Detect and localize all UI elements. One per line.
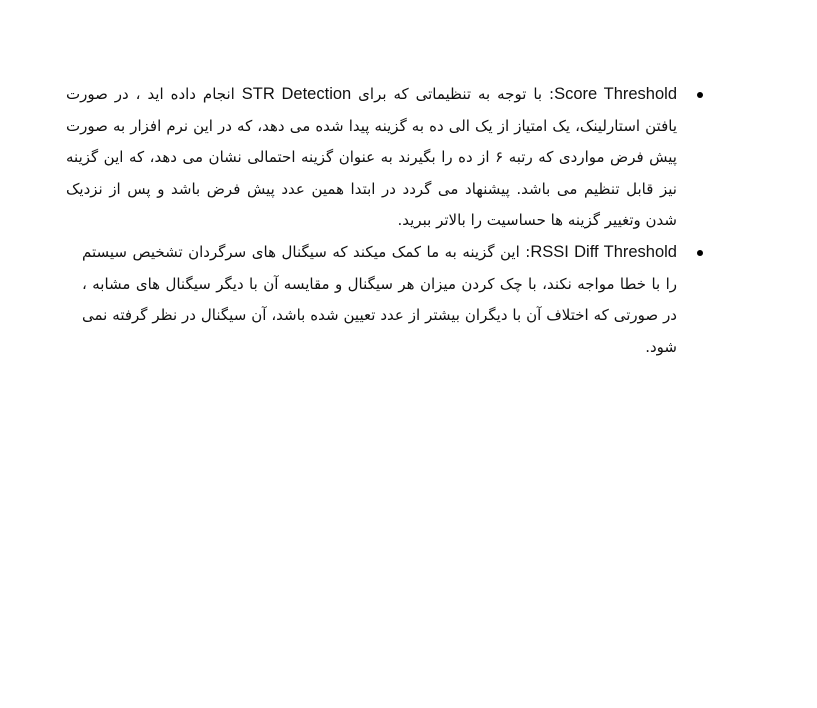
term-rssi-diff-threshold: RSSI Diff Threshold [530,242,677,261]
bullet-rssi-diff-threshold [30,237,710,363]
score-threshold-text-after: انجام داده اید ، در صورت یافتن استارلینک، یک امتیاز از یک الی ده به گزینه پیدا شده می دهد، که در این نرم افزار به صورت پیش فرض مواردی که رتبه ۶ از ده را بگیرند به عنوان گزینه احتمالی نشان می دهد، که این گزینه نیز قابل تنظیم می باشد. پیشنهاد می گردد در ابتدا همین عدد پیش فرض باشد و پس از نزدیک شدن وتغییر گزینه ها حساسیت را بالاتر ببرید. [66,85,677,230]
rssi-diff-threshold-text: : این گزینه به ما کمک میکند که سیگنال های سرگردان تشخیص سیستم را با خطا مواجه نکند، با چک کردن میزان هر سیگنال و مقایسه آن با دیگر سیگنال های مشابه ، در صورتی که اختلاف آن با دیگران بیشتر از عدد تعیین شده باشد، آن سیگنال در نظر گرفته نمی شود. [82,242,677,356]
bullet-dot-icon [697,92,703,98]
bullet-list [30,79,710,363]
term-score-threshold: Score Threshold [554,85,677,103]
bullet-score-threshold [30,79,710,237]
term-str-detection: STR Detection [241,85,352,103]
bullet-dot-icon [697,250,703,256]
score-threshold-text-before: : با توجه به تنظیماتی که برای [351,85,555,103]
